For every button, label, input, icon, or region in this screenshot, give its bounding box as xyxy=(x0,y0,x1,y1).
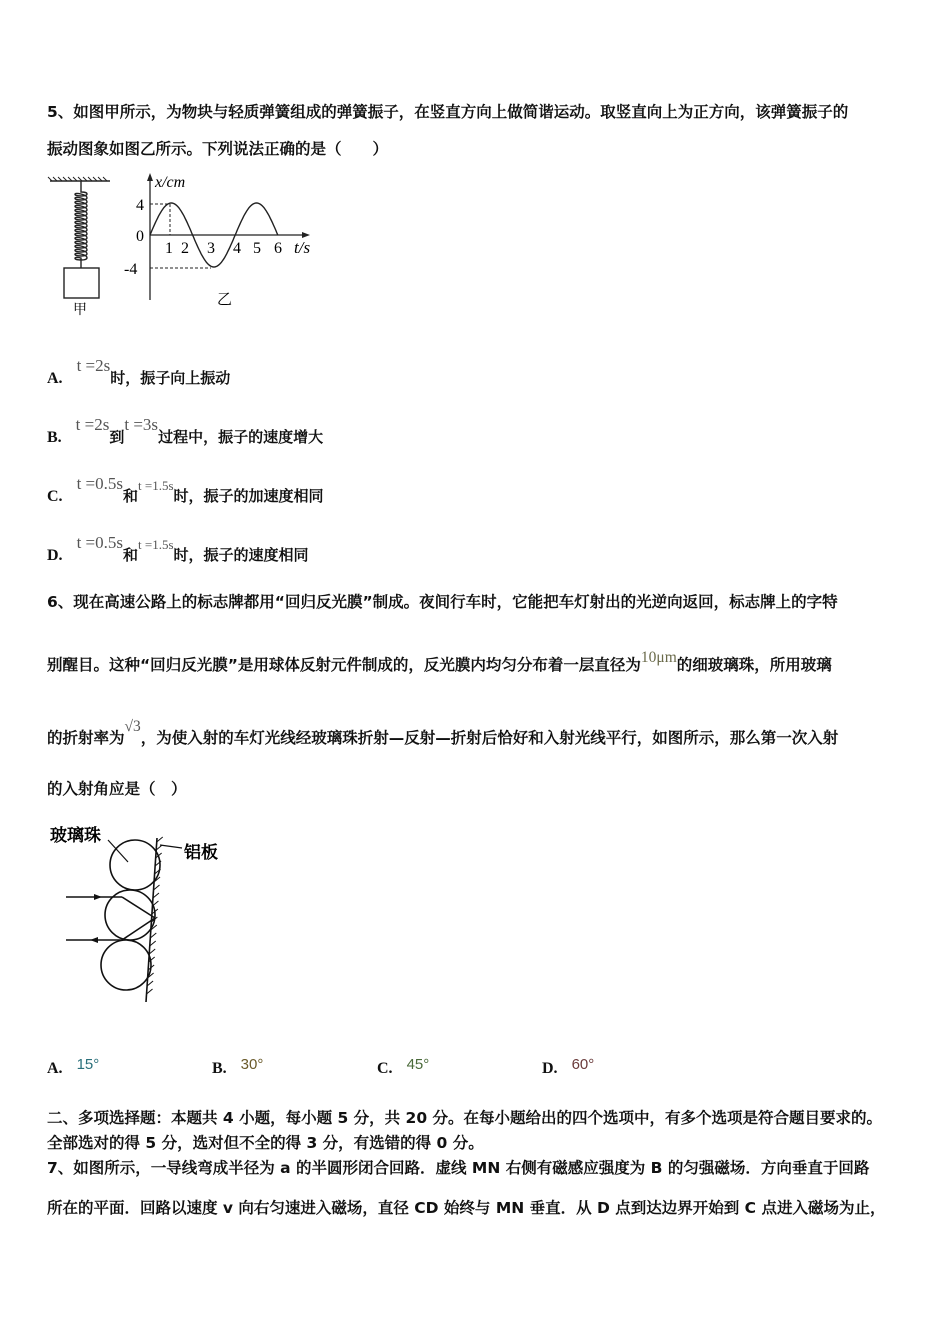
y-tick-neg4: -4 xyxy=(124,261,138,278)
option-connector: 和 xyxy=(123,487,139,505)
diameter-math: 10μm xyxy=(640,649,677,666)
section2-heading-line1: 二、多项选择题：本题共 4 小题，每小题 5 分，共 20 分。在每小题给出的四个选项中，有多个选项是符合题目要求的。 xyxy=(47,1109,883,1127)
q6-stem-line3 xyxy=(47,718,839,749)
bead-label: 玻璃珠 xyxy=(50,826,101,846)
option-value: 30° xyxy=(240,1056,264,1073)
x-axis-label: t/s xyxy=(294,238,311,257)
q6-stem-line4: 的入射角应是（ ） xyxy=(47,780,187,798)
q7-stem-line1: 7、如图所示，一导线弯成半径为 a 的半圆形闭合回路．虚线 MN 右侧有磁感应强度为 B 的匀强磁场．方向垂直于回路 xyxy=(47,1159,870,1177)
q5-stem-line1: 5、如图甲所示，为物块与轻质弹簧组成的弹簧振子，在竖直方向上做简谐运动。取竖直向上为正方向，该弹簧振子的 xyxy=(47,103,849,121)
section2-heading-line2: 全部选对的得 5 分，选对但不全的得 3 分，有选错的得 0 分。 xyxy=(47,1134,484,1152)
option-math: t =1.5s xyxy=(138,478,174,493)
text: 别醒目。这种“回归反光膜”是用球体反射元件制成的，反光膜内均匀分布着一层直径为 xyxy=(47,656,641,674)
option-label: C. xyxy=(377,1060,393,1077)
option-value: 45° xyxy=(406,1056,430,1073)
option-math: t =1.5s xyxy=(138,537,174,552)
x-tick-1: 1 xyxy=(165,240,173,257)
y-axis-label: x/cm xyxy=(155,174,186,191)
option-text: 过程中，振子的速度增大 xyxy=(158,428,324,446)
option-label: B. xyxy=(47,429,62,446)
text: 的折射率为 xyxy=(47,729,125,747)
option-label: A. xyxy=(47,1060,63,1077)
option-label: B. xyxy=(212,1060,227,1077)
left-caption: 甲 xyxy=(73,303,87,318)
q5-option-c[interactable] xyxy=(47,474,324,507)
option-math: t =3s xyxy=(124,415,159,434)
option-label: A. xyxy=(47,370,63,387)
q5-option-a[interactable] xyxy=(47,356,231,389)
q5-figure xyxy=(40,170,340,320)
q5-option-b[interactable] xyxy=(47,415,324,448)
option-value: 60° xyxy=(571,1056,595,1073)
option-math: t =2s xyxy=(75,415,110,434)
q7-stem-line2: 所在的平面．回路以速度 v 向右匀速进入磁场，直径 CD 始终与 MN 垂直．从 D 点到达边界开始到 C 点进入磁场为止， xyxy=(47,1199,886,1217)
q6-option-d[interactable] xyxy=(542,1058,594,1079)
x-tick-3: 3 xyxy=(207,240,215,257)
option-connector: 到 xyxy=(109,428,125,446)
spring-oscillator-diagram xyxy=(48,177,110,298)
text: 的细玻璃珠，所用玻璃 xyxy=(676,656,832,674)
option-label: D. xyxy=(542,1060,558,1077)
option-connector: 和 xyxy=(123,546,139,564)
option-text: 时，振子的加速度相同 xyxy=(173,487,324,505)
q6-figure-glass-beads xyxy=(40,818,240,1018)
option-label: D. xyxy=(47,547,63,564)
x-tick-4: 4 xyxy=(233,240,241,257)
option-text: 时，振子向上振动 xyxy=(110,369,231,387)
x-tick-6: 6 xyxy=(274,240,282,257)
y-tick-4: 4 xyxy=(136,197,144,214)
option-math: t =0.5s xyxy=(76,474,123,493)
option-math: t =2s xyxy=(76,356,111,375)
q6-option-b[interactable] xyxy=(212,1058,263,1079)
q5-option-d[interactable] xyxy=(47,533,309,566)
vibration-graph xyxy=(124,173,310,308)
q6-stem-line2 xyxy=(47,649,832,676)
q5-stem-line2: 振动图象如图乙所示。下列说法正确的是（ ） xyxy=(47,140,389,158)
right-caption: 乙 xyxy=(217,292,233,308)
x-tick-5: 5 xyxy=(253,240,261,257)
y-tick-0: 0 xyxy=(136,228,144,245)
option-value: 15° xyxy=(76,1056,100,1073)
plate-label: 铝板 xyxy=(184,843,218,863)
q6-option-a[interactable] xyxy=(47,1058,99,1079)
option-label: C. xyxy=(47,488,63,505)
x-tick-2: 2 xyxy=(181,240,189,257)
option-text: 时，振子的速度相同 xyxy=(173,546,309,564)
text: ，为使入射的车灯光线经玻璃珠折射—反射—折射后恰好和入射光线平行，如图所示，那么第一次入射 xyxy=(140,729,839,747)
q6-stem-line1: 6、现在高速公路上的标志牌都用“回归反光膜”制成。夜间行车时，它能把车灯射出的光逆向返回，标志牌上的字特 xyxy=(47,593,838,611)
refractive-index-math: √3 xyxy=(124,718,141,735)
option-math: t =0.5s xyxy=(76,533,123,552)
q6-option-c[interactable] xyxy=(377,1058,429,1079)
